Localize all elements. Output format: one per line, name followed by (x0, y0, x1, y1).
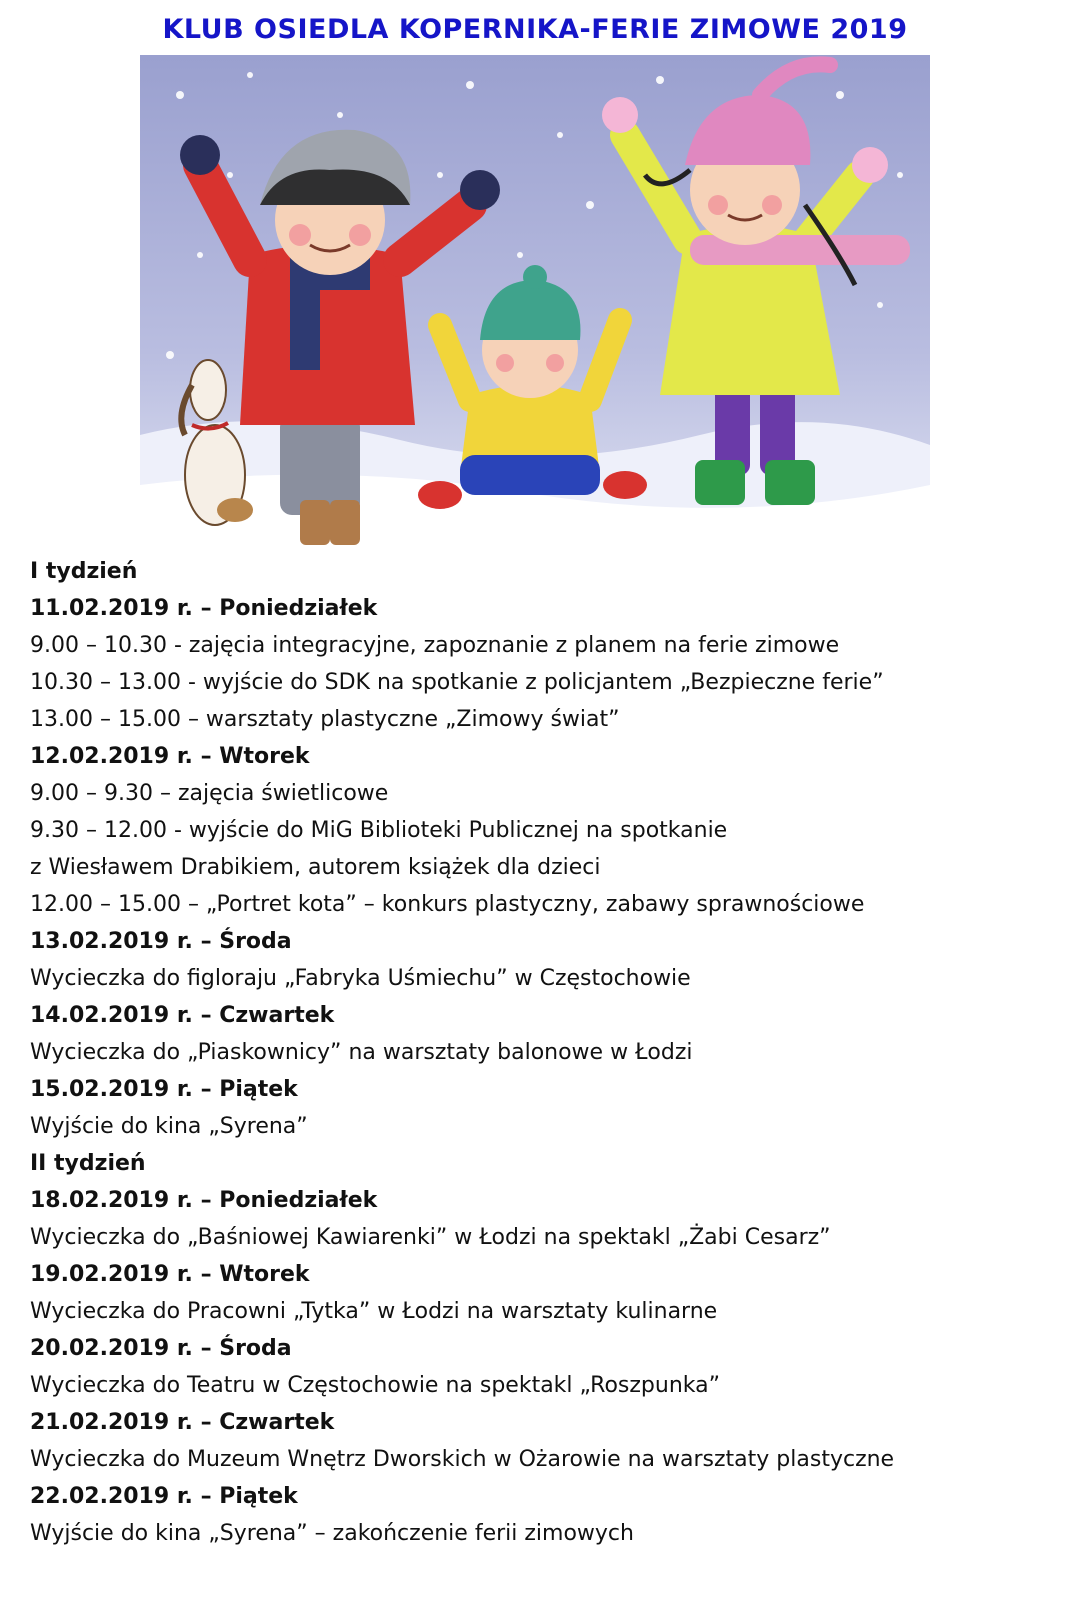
day-heading: 18.02.2019 r. – Poniedziałek (30, 1188, 378, 1213)
schedule-item: z Wiesławem Drabikiem, autorem książek dla dzieci (30, 855, 601, 880)
schedule-item: 13.00 – 15.00 – warsztaty plastyczne „Zimowy świat” (30, 707, 620, 732)
day-heading: 11.02.2019 r. – Poniedziałek (30, 596, 378, 621)
schedule-item: 12.00 – 15.00 – „Portret kota” – konkurs plastyczny, zabawy sprawnościowe (30, 892, 865, 917)
page-title: KLUB OSIEDLA KOPERNIKA-FERIE ZIMOWE 2019 (162, 14, 908, 45)
schedule-item: Wyjście do kina „Syrena” – zakończenie ferii zimowych (30, 1521, 634, 1546)
schedule-item: 9.30 – 12.00 - wyjście do MiG Biblioteki Publicznej na spotkanie (30, 818, 728, 843)
schedule-list (30, 553, 1060, 1552)
schedule-item: 10.30 – 13.00 - wyjście do SDK na spotkanie z policjantem „Bezpieczne ferie” (30, 670, 884, 695)
day-heading: 19.02.2019 r. – Wtorek (30, 1262, 310, 1287)
schedule-item: Wycieczka do „Baśniowej Kawiarenki” w Łodzi na spektakl „Żabi Cesarz” (30, 1225, 831, 1250)
schedule-item: Wycieczka do Pracowni „Tytka” w Łodzi na warsztaty kulinarne (30, 1299, 718, 1324)
schedule-item: 9.00 – 9.30 – zajęcia świetlicowe (30, 781, 389, 806)
day-heading: 21.02.2019 r. – Czwartek (30, 1410, 335, 1435)
week-heading: II tydzień (30, 1151, 146, 1176)
schedule-item: Wycieczka do Muzeum Wnętrz Dworskich w Ożarowie na warsztaty plastyczne (30, 1447, 895, 1472)
schedule-item: Wycieczka do „Piaskownicy” na warsztaty balonowe w Łodzi (30, 1040, 693, 1065)
day-heading: 13.02.2019 r. – Środa (30, 929, 292, 954)
day-heading: 20.02.2019 r. – Środa (30, 1336, 292, 1361)
day-heading: 22.02.2019 r. – Piątek (30, 1484, 298, 1509)
day-heading: 14.02.2019 r. – Czwartek (30, 1003, 335, 1028)
day-heading: 15.02.2019 r. – Piątek (30, 1077, 298, 1102)
week-heading: I tydzień (30, 559, 138, 584)
schedule-item: Wyjście do kina „Syrena” (30, 1114, 308, 1139)
schedule-item: 9.00 – 10.30 - zajęcia integracyjne, zapoznanie z planem na ferie zimowe (30, 633, 840, 658)
schedule-item: Wycieczka do Teatru w Częstochowie na spektakl „Roszpunka” (30, 1373, 720, 1398)
winter-children-illustration (140, 55, 930, 550)
day-heading: 12.02.2019 r. – Wtorek (30, 744, 310, 769)
schedule-item: Wycieczka do figloraju „Fabryka Uśmiechu” w Częstochowie (30, 966, 691, 991)
